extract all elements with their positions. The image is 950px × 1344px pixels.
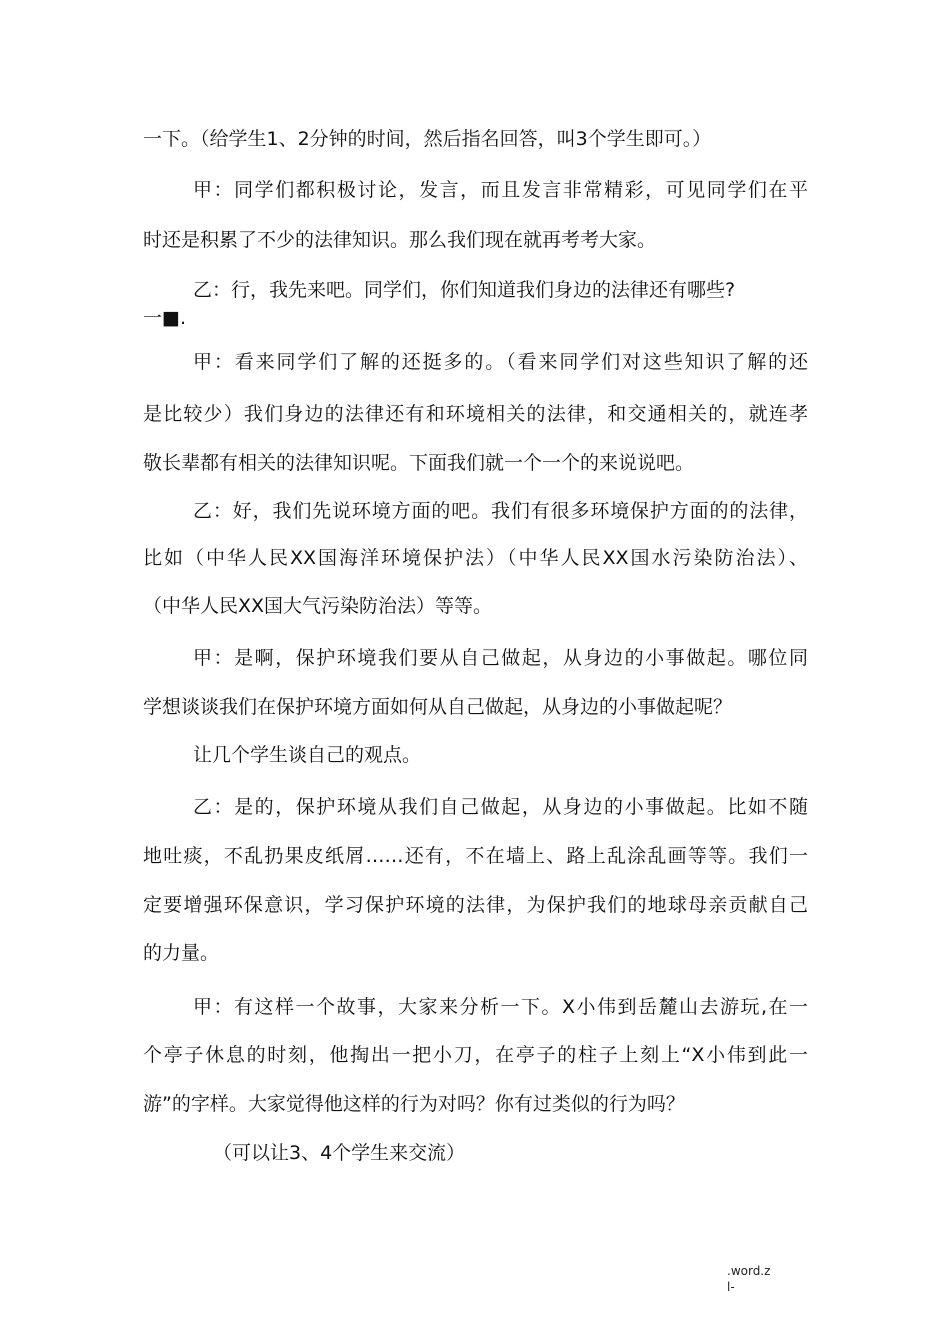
text-line: （可以让3、4个学生来交流） <box>213 1142 466 1164</box>
text-line: 比如（中华人民XX国海洋环境保护法）（中华人民XX国水污染防治法）、 <box>143 547 808 569</box>
text-line: 是比较少）我们身边的法律还有和环境相关的法律，和交通相关的，就连孝 <box>143 403 808 425</box>
footer-text: .word.z <box>727 1264 771 1278</box>
text-line: 一■. <box>143 307 186 329</box>
text-line: 一下。（给学生1、2分钟的时间，然后指名回答，叫3个学生即可。） <box>143 128 712 150</box>
text-line: 敬长辈都有相关的法律知识呢。下面我们就一个一个的来说说吧。 <box>143 452 695 474</box>
text-line: 时还是积累了不少的法律知识。那么我们现在就再考考大家。 <box>143 229 657 251</box>
text-line: 定要增强环保意识，学习保护环境的法律，为保护我们的地球母亲贡献自己 <box>143 894 808 916</box>
text-line: 甲：有这样一个故事，大家来分析一下。X小伟到岳麓山去游玩,在一 <box>193 996 808 1018</box>
text-line: 乙：行，我先来吧。同学们，你们知道我们身边的法律还有哪些? <box>193 279 736 301</box>
text-line: （中华人民XX国大气污染防治法）等等。 <box>143 595 493 617</box>
text-line: 游”的字样。大家觉得他这样的行为对吗？你有过类似的行为吗？ <box>143 1093 685 1115</box>
text-line: 地吐痰，不乱扔果皮纸屑……还有，不在墙上、路上乱涂乱画等等。我们一 <box>143 845 808 867</box>
text-line: 甲：是啊，保护环境我们要从自己做起，从身边的小事做起。哪位同 <box>193 647 808 669</box>
text-line: 乙：好，我们先说环境方面的吧。我们有很多环境保护方面的的法律， <box>193 500 808 522</box>
text-line: 甲：同学们都积极讨论，发言，而且发言非常精彩，可见同学们在平 <box>193 179 808 201</box>
footer-text: l- <box>727 1280 735 1294</box>
text-line: 甲：看来同学们了解的还挺多的。（看来同学们对这些知识了解的还 <box>193 351 808 373</box>
text-line: 乙：是的，保护环境从我们自己做起，从身边的小事做起。比如不随 <box>193 796 808 818</box>
text-line: 的力量。 <box>143 942 220 964</box>
text-line: 学想谈谈我们在保护环境方面如何从自己做起，从身边的小事做起呢？ <box>143 696 733 718</box>
text-line: 让几个学生谈自己的观点。 <box>193 744 422 766</box>
text-line: 个亭子休息的时刻，他掏出一把小刀，在亭子的柱子上刻上“X小伟到此一 <box>143 1044 808 1066</box>
